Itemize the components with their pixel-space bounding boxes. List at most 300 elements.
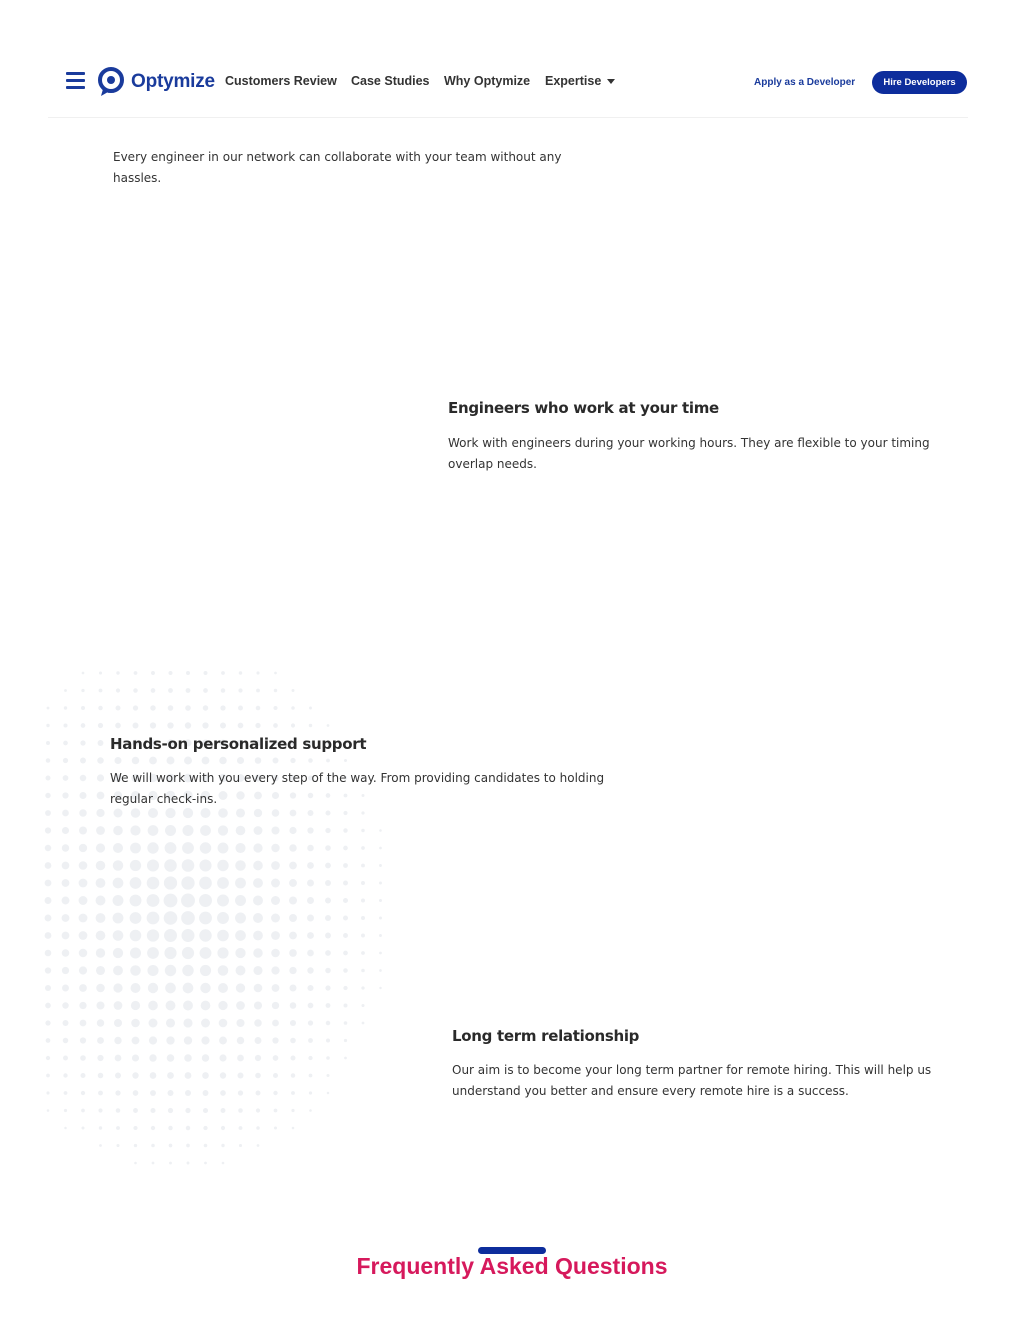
pattern-dot (113, 826, 123, 836)
pattern-dot (272, 1037, 278, 1043)
pattern-dot (238, 1090, 243, 1095)
pattern-dot (203, 1126, 207, 1130)
pattern-dot (147, 894, 160, 907)
pattern-dot (62, 862, 70, 870)
logo-text: Optymize (131, 71, 215, 92)
pattern-dot (239, 1144, 242, 1147)
pattern-dot (134, 1144, 137, 1147)
pattern-dot (291, 723, 295, 727)
pattern-dot (81, 1073, 86, 1078)
pattern-dot (96, 931, 106, 941)
pattern-dot (182, 842, 194, 854)
feature-work-at-your-time-title: Engineers who work at your time (448, 399, 719, 417)
pattern-dot (254, 1001, 262, 1009)
pattern-dot (291, 1109, 294, 1112)
pattern-dot (254, 826, 263, 835)
pattern-dot (379, 969, 382, 972)
pattern-dot (344, 1039, 347, 1042)
pattern-dot (255, 1073, 261, 1079)
pattern-dot (239, 1126, 243, 1130)
pattern-dot (344, 1057, 347, 1060)
pattern-dot (96, 913, 106, 923)
pattern-dot (237, 1072, 243, 1078)
pattern-dot (273, 706, 277, 710)
pattern-dot (45, 810, 51, 816)
feature-work-at-your-time-desc: Work with engineers during your working hours. They are flexible to your timing overlap needs. (448, 436, 930, 471)
pattern-dot (199, 877, 212, 890)
pattern-dot (182, 929, 195, 942)
pattern-dot (132, 1072, 138, 1078)
pattern-dot (256, 1126, 260, 1130)
pattern-dot (217, 930, 229, 942)
pattern-dot (182, 825, 193, 836)
pattern-dot (79, 984, 87, 992)
pattern-dot (148, 808, 158, 818)
pattern-dot (151, 1144, 155, 1148)
pattern-dot (272, 1002, 279, 1009)
pattern-dot (45, 827, 51, 833)
pattern-dot (181, 911, 195, 925)
pattern-dot (113, 878, 124, 889)
pattern-dot (45, 915, 52, 922)
pattern-dot (167, 722, 173, 728)
pattern-dot (290, 1038, 296, 1044)
pattern-dot (221, 1126, 225, 1130)
pattern-dot (289, 844, 297, 852)
pattern-dot (235, 913, 246, 924)
pattern-dot (46, 1074, 50, 1078)
pattern-dot (147, 947, 159, 959)
pattern-dot (326, 1056, 330, 1060)
pattern-dot (271, 949, 280, 958)
pattern-dot (289, 932, 297, 940)
pattern-dot (326, 759, 330, 763)
pattern-dot (98, 1108, 102, 1112)
pattern-dot (147, 965, 158, 976)
pattern-dot (96, 1001, 104, 1009)
feature-collaboration-desc: Every engineer in our network can collaborate with your team without any hassles. (113, 150, 562, 185)
pattern-dot (308, 1056, 312, 1060)
pattern-dot (168, 1108, 173, 1113)
pattern-dot (46, 776, 51, 781)
pattern-dot (133, 688, 138, 693)
pattern-dot (164, 894, 178, 908)
pattern-dot (130, 825, 140, 835)
pattern-dot (63, 741, 68, 746)
pattern-dot (79, 931, 88, 940)
pattern-dot (255, 1037, 262, 1044)
pattern-dot (113, 948, 123, 958)
caret-down-icon (607, 79, 615, 84)
pattern-dot (164, 859, 177, 872)
pattern-dot (62, 949, 70, 957)
pattern-dot (289, 967, 296, 974)
pattern-dot (45, 1003, 51, 1009)
pattern-dot (79, 809, 87, 817)
pattern-dot (113, 895, 124, 906)
pattern-dot (289, 949, 297, 957)
pattern-dot (116, 688, 120, 692)
pattern-dot (274, 1109, 278, 1113)
pattern-dot (236, 966, 246, 976)
pattern-dot (308, 758, 313, 763)
logo[interactable] (97, 67, 215, 97)
pattern-dot (308, 1020, 313, 1025)
pattern-dot (325, 933, 331, 939)
pattern-dot (185, 1072, 192, 1079)
pattern-dot (218, 965, 229, 976)
pattern-dot (147, 912, 160, 925)
pattern-dot (184, 1036, 192, 1044)
pattern-dot (81, 1109, 85, 1113)
pattern-dot (253, 861, 263, 871)
nav-link-customers-review[interactable]: Customers Review (225, 74, 337, 88)
pattern-dot (344, 1004, 348, 1008)
pattern-dot (166, 1036, 174, 1044)
pattern-dot (113, 860, 123, 870)
pattern-dot (343, 898, 348, 903)
pattern-dot (361, 811, 364, 814)
pattern-dot (220, 722, 226, 728)
pattern-dot (201, 1001, 211, 1011)
pattern-dot (203, 705, 208, 710)
pattern-dot (99, 689, 103, 693)
pattern-dot (235, 930, 246, 941)
pattern-dot (255, 757, 262, 764)
pattern-dot (253, 966, 262, 975)
top-navbar (0, 0, 1024, 118)
pattern-dot (290, 1020, 296, 1026)
pattern-dot (181, 894, 195, 908)
pattern-dot (149, 1036, 157, 1044)
pattern-dot (79, 966, 87, 974)
pattern-dot (98, 1091, 103, 1096)
pattern-dot (291, 706, 295, 710)
pattern-dot (327, 1092, 330, 1095)
pattern-dot (343, 968, 348, 973)
pattern-dot (379, 847, 382, 850)
pattern-dot (379, 899, 382, 902)
pattern-dot (131, 1019, 140, 1028)
pattern-dot (79, 792, 86, 799)
pattern-dot (307, 862, 314, 869)
pattern-dot (217, 877, 229, 889)
pattern-dot (219, 1037, 227, 1045)
pattern-dot (183, 983, 194, 994)
pattern-dot (45, 845, 51, 851)
pattern-dot (96, 878, 106, 888)
pattern-dot (183, 1018, 192, 1027)
pattern-dot (218, 808, 228, 818)
pattern-dot (46, 758, 51, 763)
pattern-dot (150, 722, 156, 728)
pattern-dot (81, 706, 85, 710)
pattern-dot (220, 1090, 226, 1096)
pattern-dot (45, 932, 52, 939)
pattern-dot (343, 916, 348, 921)
pattern-dot (221, 1144, 224, 1147)
pattern-dot (256, 689, 260, 693)
pattern-dot (81, 1091, 85, 1095)
pattern-dot (361, 951, 365, 955)
pattern-dot (219, 1019, 228, 1028)
pattern-dot (361, 881, 365, 885)
pattern-dot (273, 723, 278, 728)
pattern-dot (164, 876, 177, 889)
pattern-dot (115, 1090, 120, 1095)
pattern-dot (343, 986, 347, 990)
pattern-dot (219, 1054, 226, 1061)
pattern-dot (185, 1090, 191, 1096)
pattern-dot (220, 705, 225, 710)
optymize-logo-icon (97, 67, 125, 97)
pattern-dot (113, 966, 123, 976)
pattern-dot (237, 757, 244, 764)
pattern-dot (96, 966, 105, 975)
pattern-dot (200, 983, 210, 993)
pattern-dot (255, 723, 260, 728)
pattern-dot (307, 967, 313, 973)
feature-long-term-desc: Our aim is to become your long term partner for remote hiring. This will help us understand you better and ensure every remote hire is a success. (452, 1063, 932, 1098)
pattern-dot (150, 1108, 155, 1113)
pattern-dot (236, 826, 246, 836)
pattern-dot (256, 1091, 261, 1096)
pattern-dot (202, 1054, 209, 1061)
pattern-dot (97, 1055, 103, 1061)
pattern-dot (290, 810, 297, 817)
pattern-dot (343, 863, 348, 868)
pattern-dot (307, 827, 313, 833)
pattern-dot (325, 915, 331, 921)
pattern-dot (200, 965, 211, 976)
pattern-dot (236, 1001, 245, 1010)
pattern-dot (361, 829, 364, 832)
pattern-dot (271, 861, 280, 870)
pattern-dot (96, 809, 104, 817)
pattern-dot (79, 1002, 86, 1009)
pattern-dot (325, 898, 331, 904)
pattern-dot (274, 1126, 277, 1129)
pattern-dot (199, 912, 212, 925)
pattern-dot (379, 934, 382, 937)
pattern-dot (307, 950, 314, 957)
pattern-dot (131, 1001, 140, 1010)
pattern-dot (46, 741, 50, 745)
pattern-dot (165, 825, 176, 836)
nav-link-why-optymize[interactable]: Why Optymize (444, 74, 531, 88)
pattern-dot (238, 1108, 243, 1113)
pattern-dot (326, 1021, 330, 1025)
menu-icon[interactable] (66, 72, 85, 90)
pattern-dot (148, 1001, 158, 1011)
pattern-dot (235, 878, 246, 889)
pattern-dot (81, 723, 86, 728)
pattern-dot (79, 827, 87, 835)
pattern-dot (309, 1074, 313, 1078)
nav-link-expertise-label: Expertise (545, 74, 602, 88)
pattern-dot (62, 897, 70, 905)
pattern-dot (168, 705, 174, 711)
pattern-dot (379, 987, 381, 989)
pattern-dot (218, 1001, 227, 1010)
pattern-dot (361, 899, 365, 903)
pattern-dot (132, 1037, 140, 1045)
pattern-dot (239, 671, 242, 674)
feature-personalized-support-title: Hands-on personalized support (110, 735, 367, 753)
pattern-dot (45, 897, 52, 904)
pattern-dot (199, 929, 211, 941)
pattern-dot (45, 950, 52, 957)
feature-long-term-title: Long term relationship (452, 1027, 640, 1045)
pattern-dot (236, 983, 245, 992)
pattern-dot (254, 984, 263, 993)
pattern-dot (271, 844, 279, 852)
pattern-dot (325, 810, 330, 815)
pattern-dot (132, 1054, 139, 1061)
pattern-dot (218, 825, 228, 835)
apply-as-developer-link[interactable]: Apply as a Developer (754, 77, 856, 88)
pattern-dot (204, 671, 208, 675)
pattern-dot (45, 862, 52, 869)
pattern-dot (82, 672, 85, 675)
pattern-dot (150, 1072, 157, 1079)
pattern-dot (201, 1036, 209, 1044)
pattern-dot (253, 878, 263, 888)
pattern-dot (113, 913, 124, 924)
pattern-dot (164, 929, 177, 942)
pattern-dot (45, 880, 52, 887)
pattern-dot (325, 828, 330, 833)
pattern-dot (235, 895, 246, 906)
pattern-dot (308, 810, 314, 816)
pattern-dot (99, 1126, 102, 1129)
pattern-dot (46, 1091, 49, 1094)
pattern-dot (235, 843, 245, 853)
pattern-dot (148, 825, 159, 836)
pattern-dot (272, 809, 280, 817)
pattern-dot (130, 965, 141, 976)
pattern-dot (271, 966, 279, 974)
pattern-dot (309, 1109, 312, 1112)
pattern-dot (63, 1056, 68, 1061)
pattern-dot (96, 843, 105, 852)
hire-developers-button[interactable]: Hire Developers (872, 71, 967, 94)
pattern-dot (307, 985, 313, 991)
pattern-dot (116, 706, 121, 711)
pattern-dot (46, 724, 49, 727)
pattern-dot (289, 897, 297, 905)
pattern-dot (200, 808, 210, 818)
pattern-dot (166, 1001, 176, 1011)
pattern-dot (204, 1144, 208, 1148)
pattern-dot (62, 810, 69, 817)
pattern-dot (97, 757, 104, 764)
pattern-dot (362, 1022, 365, 1025)
pattern-dot (309, 707, 312, 710)
pattern-dot (379, 917, 382, 920)
pattern-dot (45, 985, 51, 991)
pattern-dot (200, 825, 211, 836)
nav-dropdown-expertise[interactable] (545, 74, 615, 88)
pattern-dot (168, 688, 173, 693)
pattern-dot (96, 948, 105, 957)
pattern-dot (326, 1038, 330, 1042)
pattern-dot (169, 1162, 172, 1165)
pattern-dot (200, 947, 212, 959)
pattern-dot (115, 1072, 121, 1078)
pattern-dot (114, 1037, 121, 1044)
pattern-dot (235, 948, 245, 958)
pattern-dot (325, 985, 330, 990)
pattern-dot (253, 896, 263, 906)
pattern-dot (291, 1091, 295, 1095)
pattern-dot (63, 775, 69, 781)
pattern-dot (325, 950, 331, 956)
pattern-dot (361, 986, 364, 989)
pattern-dot (290, 985, 297, 992)
pattern-dot (130, 860, 141, 871)
pattern-dot (80, 1020, 87, 1027)
pattern-dot (131, 808, 141, 818)
pattern-dot (290, 1002, 297, 1009)
pattern-dot (274, 672, 277, 675)
pattern-dot (63, 1038, 69, 1044)
pattern-dot (237, 1055, 244, 1062)
pattern-dot (326, 1074, 329, 1077)
pattern-dot (98, 706, 103, 711)
pattern-dot (309, 1091, 312, 1094)
pattern-dot (185, 1108, 190, 1113)
pattern-dot (152, 1162, 155, 1165)
pattern-dot (307, 880, 314, 887)
pattern-dot (184, 757, 192, 765)
pattern-dot (62, 844, 69, 851)
pattern-dot (327, 724, 330, 727)
pattern-dot (217, 895, 229, 907)
pattern-dot (96, 896, 106, 906)
pattern-dot (130, 947, 141, 958)
pattern-dot (62, 1002, 69, 1009)
pattern-dot (308, 1003, 314, 1009)
nav-link-case-studies[interactable]: Case Studies (351, 74, 430, 88)
pattern-dot (80, 1037, 86, 1043)
pattern-dot (186, 671, 190, 675)
pattern-dot (79, 914, 88, 923)
pattern-dot (361, 969, 365, 973)
pattern-dot (116, 1108, 121, 1113)
pattern-dot (221, 671, 225, 675)
pattern-dot (79, 949, 87, 957)
pattern-dot (130, 895, 142, 907)
pattern-dot (98, 1073, 104, 1079)
pattern-dot (97, 1037, 104, 1044)
pattern-dot (361, 846, 365, 850)
pattern-dot (237, 1037, 244, 1044)
pattern-dot (168, 1090, 174, 1096)
pattern-dot (199, 859, 211, 871)
pattern-dot (97, 774, 104, 781)
pattern-dot (114, 1019, 122, 1027)
pattern-dot (182, 859, 195, 872)
pattern-dot (343, 846, 348, 851)
feature-personalized-support-desc: We will work with you every step of the way. From providing candidates to holding regular check-ins. (110, 771, 605, 806)
pattern-dot (186, 1126, 190, 1130)
pattern-dot (45, 1020, 50, 1025)
pattern-dot (147, 842, 158, 853)
pattern-dot (199, 894, 212, 907)
pattern-dot (80, 1055, 86, 1061)
pattern-dot (63, 723, 67, 727)
